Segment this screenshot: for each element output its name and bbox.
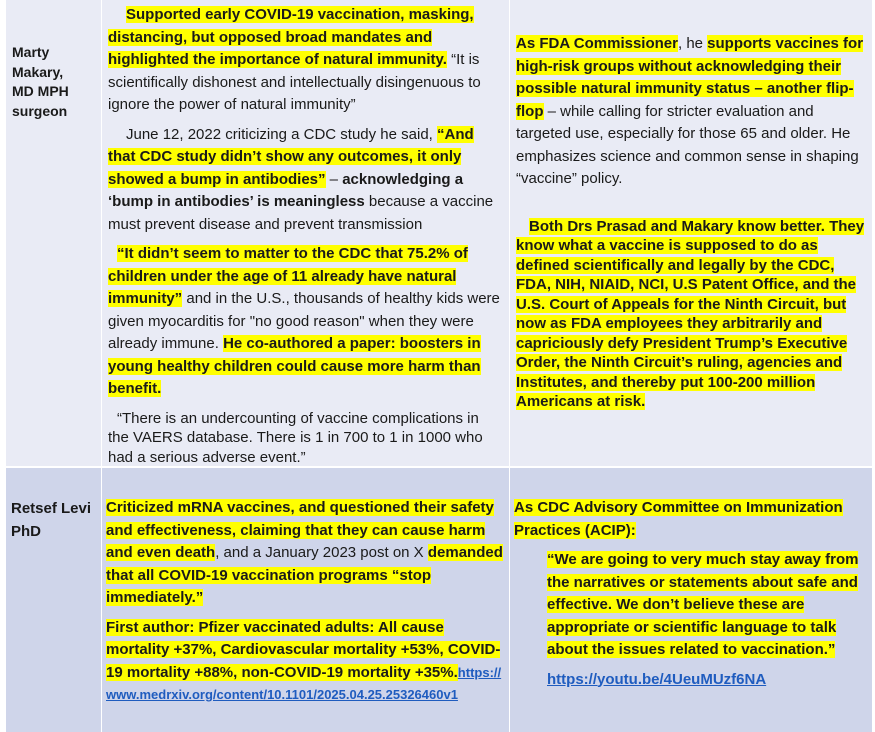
prasad-makary-paragraph [516,217,868,412]
body-text: – while calling for stricter evaluation and targeted use, especially for those 65 and older. He emphasizes science and common sense in shaping “vaccine” policy. [516,102,859,187]
row1-name-cell [6,0,101,466]
makary-paragraph-2 [108,124,502,237]
highlight-text: Criticized mRNA vaccines, and questioned their safety and effectiveness, claiming that they can cause harm and even death [106,499,494,561]
name-line: Retsef Levi [11,500,92,517]
highlight-text: Both Drs Prasad and Makary know better. They know what a vaccine is supposed to do as defined scientifically and legally by the CDC, FDA, NIH, NIAID, NCI, U.S Patent Office, and the U.S. Court of Appeals for the Ninth Circuit, but now as FDA employees they arbitrarily and capriciously defy President Trump’s Executive Order, the Ninth Circuit’s ruling, agencies and Institutes, and thereby put 100-200 million Americans at risk. [516,217,865,410]
row1-statements-cell [102,0,509,466]
youtube-link[interactable]: https://youtu.be/4UeuMUzf6NA [547,670,767,688]
row2-statements-cell [102,468,509,732]
name-line: Marty [12,44,50,60]
bold-text: acknowledging a ‘bump in antibodies’ is meaningless [108,170,464,210]
row1-role-cell [510,0,872,466]
highlight-text: “We are going to very much stay away from the narratives or statements about safe and effective. We don’t believe these are appropriate or scientific language to talk about the issues related to vaccination.” [547,551,859,658]
row2-name-cell [6,468,101,732]
highlight-text: “It didn’t seem to matter to the CDC that 75.2% of children under the age of 11 already have natural immunity” [108,245,468,307]
highlight-text: “And that CDC study didn’t show any outcomes, it only showed a bump in antibodies” [108,125,474,188]
column-divider [509,0,510,732]
highlight-text: As CDC Advisory Committee on Immunization Practices (ACIP): [514,499,843,539]
levi-paragraph-1 [106,497,506,610]
name-line: Makary, [12,63,64,80]
levi-paragraph-2 [106,617,506,707]
highlight-text: He co-authored a paper: boosters in young healthy children could cause more harm than benefit. [108,335,481,397]
person-name-makary [12,43,69,121]
highlight-text: First author: Pfizer vaccinated adults: All cause mortality +37%, Cardiovascular mortality +53%, COVID-19 mortality +88%, non-COVID-19 mortality +35%. [106,618,501,681]
body-text: , and a January 2023 post on X [215,544,428,561]
levi-role-heading [514,497,868,542]
makary-paragraph-3 [108,243,502,401]
name-line: MD MPH [12,83,69,99]
column-divider [101,0,102,732]
highlight-text: demanded that all COVID-19 vaccination programs “stop immediately.” [106,544,503,606]
medrxiv-link[interactable]: https://www.medrxiv.org/content/10.1101/2025.04.25.25326460v1 [106,664,502,702]
name-line: surgeon [12,102,68,119]
person-name-levi [11,498,91,543]
highlight-text: As FDA Commissioner [516,35,678,52]
date-text: June 12, 2022 criticizing a CDC study he said, [126,125,437,143]
row-divider [6,466,872,468]
levi-quote [547,549,868,662]
name-line: PhD [11,522,41,540]
row2-role-cell [510,468,872,732]
dash-text: – [325,170,343,188]
makary-paragraph-1 [108,4,502,117]
makary-paragraph-4: “There is an undercounting of vaccine complications in the VAERS database. There is 1 in 700 to 1 in 1000 who had a serious adverse event.” [108,409,483,466]
youtube-link-paragraph [547,669,868,692]
highlight-text: supports vaccines for high-risk groups without acknowledging their possible natural immunity status – another flip-flop [516,35,864,120]
body-text: because a vaccine must prevent disease and prevent transmission [108,193,494,233]
body-text: , he [677,35,708,52]
highlight-text: Supported early COVID-19 vaccination, masking, distancing, but opposed broad mandates and highlighted the importance of natural immunity. [108,6,474,68]
makary-role-paragraph [516,33,868,191]
body-text: and in the U.S., thousands of healthy kids were given myocarditis for "no good reason" when they were already immune. [108,290,500,352]
quote-text: “It is scientifically dishonest and intellectually disingenuous to ignore the power of natural immunity” [108,51,481,113]
